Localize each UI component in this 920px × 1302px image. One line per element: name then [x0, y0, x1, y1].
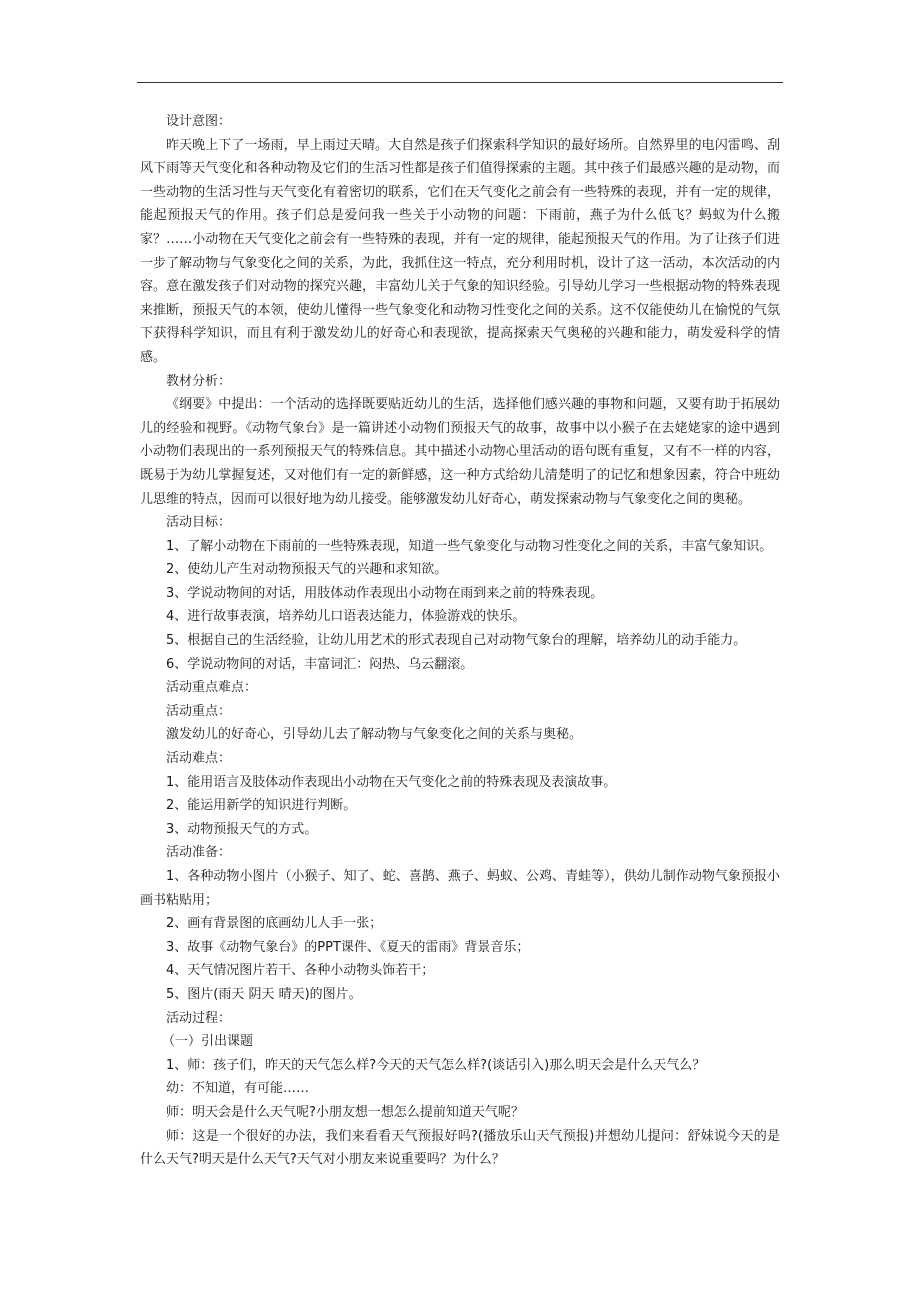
- preparation-item-1: 1、各种动物小图片（小猴子、知了、蛇、喜鹊、燕子、蚂蚁、公鸡、青蛙等），供幼儿制作动物气象预报小画书粘贴用；: [140, 869, 780, 908]
- paragraph-material-analysis: 《纲要》中提出：一个活动的选择既要贴近幼儿的生活，选择他们感兴趣的事物和问题，又要有助于拓展幼儿的经验和视野。《动物气象台》是一篇讲述小动物们预报天气的故事，故事中以小猴子在去姥姥家的途中遇到小动物们表现出的一系列预报天气的特殊信息。其中描述小动物心里活动的语句既有重复，又有不一样的内容，既易于为幼儿掌握复述，又对他们有一定的新鲜感，这一种方式给幼儿清楚明了的记忆和想象因素，符合中班幼儿思维的特点，因而可以很好地为幼儿接受。能够激发幼儿好奇心，萌发探索动物与气象变化之间的奥秘。: [140, 397, 780, 507]
- process-step-heading-1: （一）引出课题: [162, 1034, 254, 1050]
- preparation-item-4: 4、天气情况图片若干、各种小动物头饰若干；: [166, 963, 435, 979]
- dialogue-line-4: 师：这是一个很好的办法，我们来看看天气预报好吗?(播放乐山天气预报)并想幼儿提问：舒妹说今天的是什么天气?明天是什么天气?天气对小朋友来说重要吗？为什么？: [140, 1128, 780, 1168]
- section-heading-key-difficult: 活动重点难点：: [166, 680, 258, 696]
- paragraph-design-intent: 昨天晚上下了一场雨，早上雨过天晴。大自然是孩子们探索科学知识的最好场所。自然界里的电闪雷鸣、刮风下雨等天气变化和各种动物及它们的生活习性都是孩子们值得探索的主题。其中孩子们最感兴趣的是动物，而一些动物的生活习性与天气变化有着密切的联系，它们在天气变化之前会有一些特殊的表现，并有一定的规律，能起预报天气的作用。孩子们总是爱问我一些关于小动物的问题：下雨前，燕子为什么低飞？蚂蚁为什么搬家？……小动物在天气变化之前会有一些特殊的表现，并有一定的规律，能起预报天气的作用。为了让孩子们进一步了解动物与气象变化之间的关系，为此，我抓住这一特点，充分利用时机，设计了这一活动，本次活动的内容。意在激发孩子们对动物的探究兴趣，丰富幼儿关于气象的知识经验。引导幼儿学习一些根据动物的特殊表现来推断，预报天气的本领，使幼儿懂得一些气象变化和动物习性变化之间的关系。这不仅能使幼儿在愉悦的气氛下获得科学知识，而且有利于激发幼儿的好奇心和表现欲，提高探索天气奥秘的兴趣和能力，萌发爱科学的情感。: [140, 137, 780, 365]
- section-heading-preparation: 活动准备：: [166, 845, 232, 861]
- goal-item-3: 3、学说动物间的对话，用肢体动作表现出小动物在雨到来之前的特殊表现。: [166, 585, 604, 601]
- dialogue-line-1: 1、师：孩子们，昨天的天气怎么样?今天的天气怎么样?(谈话引入)那么明天会是什么天气么？: [166, 1057, 706, 1073]
- goal-item-4: 4、进行故事表演，培养幼儿口语表达能力，体验游戏的快乐。: [166, 609, 526, 625]
- goal-item-5: 5、根据自己的生活经验，让幼儿用艺术的形式表现自己对动物气象台的理解，培养幼儿的动手能力。: [166, 633, 747, 649]
- subheading-key-points: 活动重点：: [166, 703, 232, 719]
- difficulty-item-1: 1、能用语言及肢体动作表现出小动物在天气变化之前的特殊表现及表演故事。: [166, 774, 617, 790]
- header-rule: [137, 82, 783, 83]
- difficulty-item-3: 3、动物预报天气的方式。: [166, 821, 318, 837]
- goal-item-6: 6、学说动物间的对话，丰富词汇：闷热、乌云翻滚。: [166, 656, 474, 672]
- section-heading-design-intent: 设计意图：: [166, 114, 232, 129]
- subheading-difficulties: 活动难点：: [166, 751, 232, 767]
- paragraph-key-points: 激发幼儿的好奇心，引导幼儿去了解动物与气象变化之间的关系与奥秘。: [166, 727, 583, 743]
- document-body: [140, 110, 780, 1172]
- section-heading-activity-goals: 活动目标：: [166, 515, 232, 531]
- difficulty-item-2: 2、能运用新学的知识进行判断。: [166, 798, 357, 814]
- goal-item-2: 2、使幼儿产生对动物预报天气的兴趣和求知欲。: [166, 562, 448, 578]
- section-heading-process: 活动过程：: [166, 1010, 232, 1026]
- preparation-item-3: 3、故事《动物气象台》的PPT课件、《夏天的雷雨》背景音乐；: [166, 939, 530, 955]
- goal-item-1: 1、了解小动物在下雨前的一些特殊表现，知道一些气象变化与动物习性变化之间的关系，丰富气象知识。: [166, 538, 773, 554]
- dialogue-line-3: 师：明天会是什么天气呢?小朋友想一想怎么提前知道天气呢？: [166, 1104, 524, 1120]
- preparation-item-5: 5、图片(雨天 阴天 晴天)的图片。: [166, 986, 362, 1002]
- dialogue-line-2: 幼：不知道，有可能……: [166, 1081, 310, 1097]
- section-heading-material-analysis: 教材分析：: [166, 373, 232, 389]
- preparation-item-2: 2、画有背景图的底画幼儿人手一张；: [166, 916, 383, 932]
